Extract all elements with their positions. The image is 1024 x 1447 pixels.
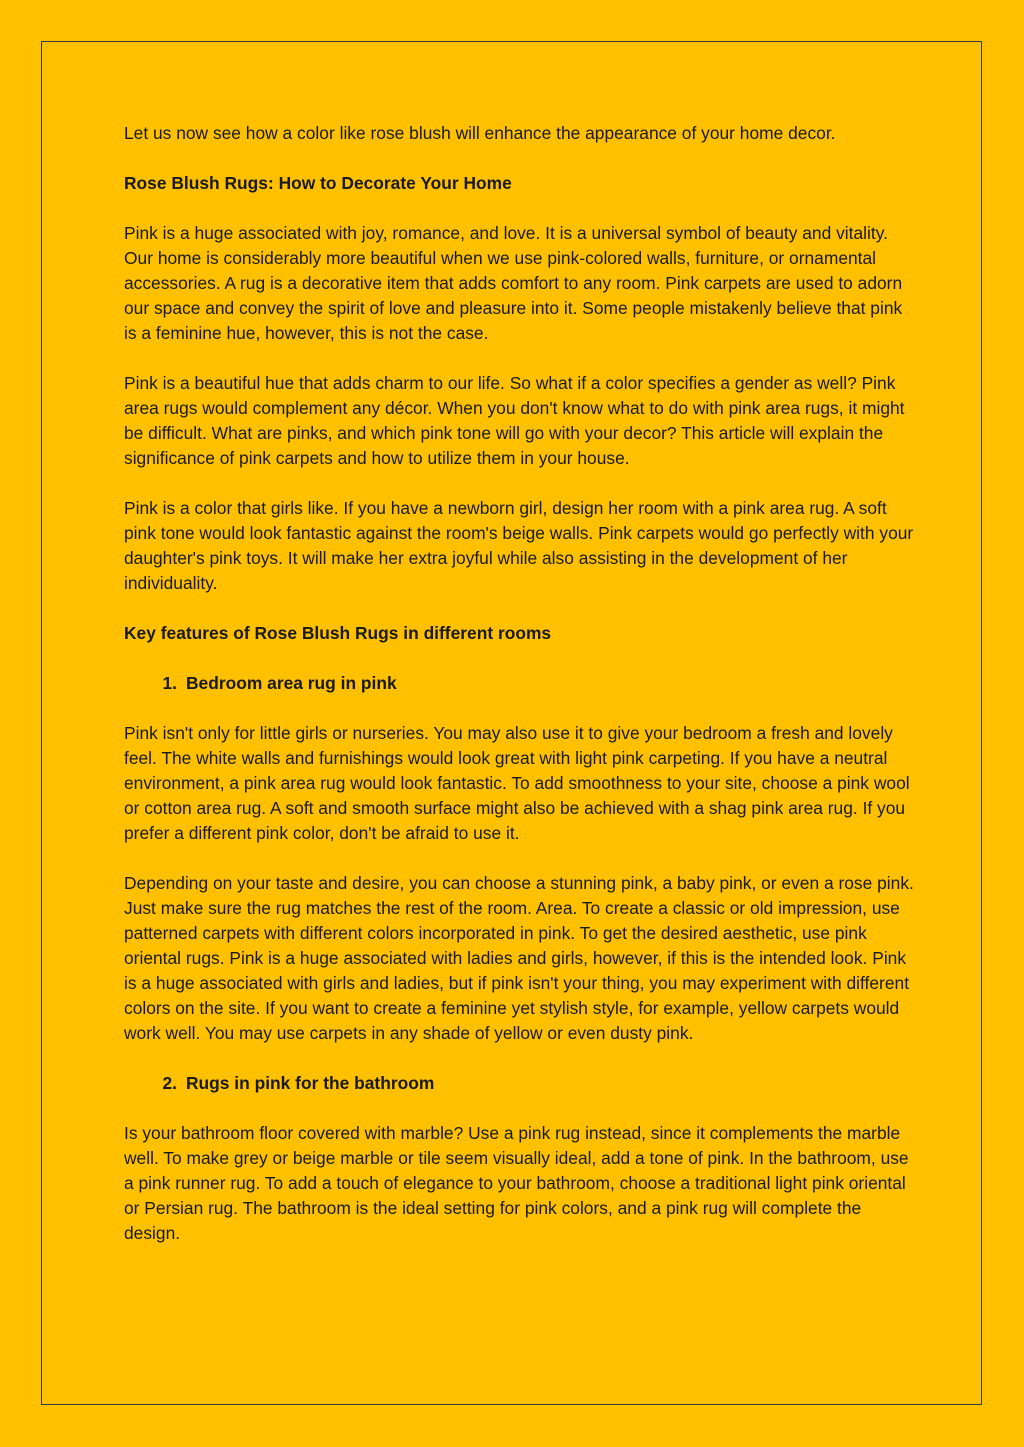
list-title: Rugs in pink for the bathroom: [186, 1073, 435, 1093]
intro-paragraph: Let us now see how a color like rose blush will enhance the appearance of your home decor.: [124, 123, 836, 143]
paragraph-pink-joy: Pink is a huge associated with joy, romance, and love. It is a universal symbol of beauty and vitality. Our home is considerably more beautiful when we use pink-colored walls, furniture, or ornamental accessories. A rug is a decorative item that adds comfort to any room. Pink carpets are used to adorn our space and convey the spirit of love and pleasure into it. Some people mistakenly believe that pink is a feminine hue, however, this is not the case.: [124, 223, 903, 343]
paragraph-pink-girls: Pink is a color that girls like. If you have a newborn girl, design her room with a pink area rug. A soft pink tone would look fantastic against the room's beige walls. Pink carpets would go perfectly with your daughter's pink toys. It will make her extra joyful while also assisting in the development of her individuality.: [124, 498, 914, 593]
list-item-bathroom: [124, 1071, 914, 1096]
paragraph-bathroom-1: Is your bathroom floor covered with marble? Use a pink rug instead, since it complements the marble well. To make grey or beige marble or tile seem visually ideal, add a tone of pink. In the bathroom, use a pink runner rug. To add a touch of elegance to your bathroom, choose a traditional light pink oriental or Persian rug. The bathroom is the ideal setting for pink colors, and a pink rug will complete the design.: [124, 1123, 909, 1243]
list-number: 1.: [162, 673, 177, 693]
paragraph-bedroom-2: Depending on your taste and desire, you can choose a stunning pink, a baby pink, or even a rose pink. Just make sure the rug matches the rest of the room. Area. To create a classic or old impression, use patterned carpets with different colors incorporated in pink. To get the desired aesthetic, use pink oriental rugs. Pink is a huge associated with ladies and girls, however, if this is the intended look. Pink is a huge associated with girls and ladies, but if pink isn't your thing, you may experiment with different colors on the site. If you want to create a feminine yet stylish style, for example, yellow carpets would work well. You may use carpets in any shade of yellow or even dusty pink.: [124, 873, 914, 1043]
document-body: [124, 121, 914, 1271]
paragraph-pink-charm: Pink is a beautiful hue that adds charm to our life. So what if a color specifies a gender as well? Pink area rugs would complement any décor. When you don't know what to do with pink area rugs, it might be difficult. What are pinks, and which pink tone will go with your decor? This article will explain the significance of pink carpets and how to utilize them in your house.: [124, 373, 905, 468]
list-title: Bedroom area rug in pink: [186, 673, 397, 693]
features-heading: Key features of Rose Blush Rugs in different rooms: [124, 623, 552, 643]
main-heading: Rose Blush Rugs: How to Decorate Your Home: [124, 173, 512, 193]
list-item-bedroom: [124, 671, 914, 696]
paragraph-bedroom-1: Pink isn't only for little girls or nurseries. You may also use it to give your bedroom a fresh and lovely feel. The white walls and furnishings would look great with light pink carpeting. If you have a neutral environment, a pink area rug would look fantastic. To add smoothness to your site, choose a pink wool or cotton area rug. A soft and smooth surface might also be achieved with a shag pink area rug. If you prefer a different pink color, don't be afraid to use it.: [124, 723, 910, 843]
list-number: 2.: [162, 1073, 177, 1093]
